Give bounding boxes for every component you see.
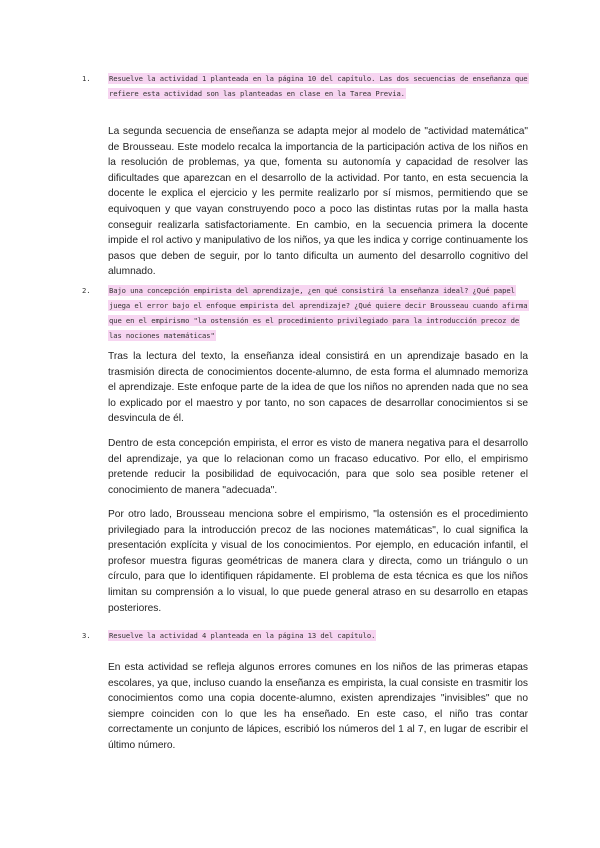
answer-paragraph: Tras la lectura del texto, la enseñanza ideal consistirá en un aprendizaje basado en la trasmisión directa de conocimientos docente-alumno, de esta forma el alumnado memoriza el aprendizaje. Este enfoque parte de la idea de que los niños no aprenden nada que no sea lo explicado por el maestro y por tanto, no son capaces de desarrollar conocimientos si se desvincula de él. <box>108 351 528 425</box>
question-number: 3. <box>82 631 91 640</box>
answer-paragraph: Por otro lado, Brousseau menciona sobre el empirismo, "la ostensión es el procedimiento privilegiado para la introducción precoz de las nociones matemáticas", lo cual significa la presentación explícita y visual de los conocimientos. Por ejemplo, en educación infantil, el profesor muestra figuras geométricas de manera clara y directa, como un triángulo o un círculo, para que lo identifiquen rápidamente. El problema de esta técnica es que los niños limitan su comprensión a lo visual, lo que puede general atraso en su desarrollo en etapas posteriores. <box>108 509 528 614</box>
question-3 <box>82 628 528 643</box>
question-1 <box>82 71 528 101</box>
question-text: Resuelve la actividad 1 planteada en la página 10 del capítulo. Las dos secuencias de enseñanza que refiere esta actividad son las planteadas en clase en la Tarea Previa. <box>109 74 528 98</box>
answer-paragraph: En esta actividad se refleja algunos errores comunes en los niños de las primeras etapas escolares, ya que, incluso cuando la enseñanza es empirista, la cual consiste en trasmitir los conocimientos como una copia docente-alumno, existen aprendizajes "invisibles" que no siempre coinciden con lo que les ha enseñado. En este caso, el niño tras contar correctamente un conjunto de lápices, escribió los números del 1 al 7, en lugar de escribir el último número. <box>108 662 528 751</box>
question-text: Resuelve la actividad 4 planteada en la página 13 del capítulo. <box>109 631 376 640</box>
question-number: 2. <box>82 286 91 295</box>
question-2 <box>82 283 528 343</box>
question-number: 1. <box>82 74 91 83</box>
answer-paragraph: La segunda secuencia de enseñanza se adapta mejor al modelo de "actividad matemática" de Brousseau. Este modelo recalca la importancia de la participación activa de los niños en la resolución de problemas, ya que, fomenta su autonomía y capacidad de resolver las dificultades que aparezcan en el desarrollo de la actividad. Por tanto, en esta secuencia la docente le explica el ejercicio y les permite realizarlo por sí mismos, permitiendo que se equivoquen y que vayan construyendo poco a poco las distintas rutas por la malla hasta conseguir realizarla satisfactoriamente. En cambio, en la secuencia primera la docente impide el rol activo y manipulativo de los niños, ya que les indica y corrige continuamente los pasos que deben de seguir, por lo tanto dificulta un aumento del desarrollo cognitivo del alumnado. <box>108 126 528 278</box>
answer-paragraph: Dentro de esta concepción empirista, el error es visto de manera negativa para el desarrollo del aprendizaje, ya que lo relacionan como un fracaso educativo. Por ello, el empirismo pretende reducir la posibilidad de equivocación, para que solo sea posible retener el conocimiento de manera "adecuada". <box>108 438 528 496</box>
question-text: Bajo una concepción empirista del aprendizaje, ¿en qué consistirá la enseñanza ideal? ¿Qué papel juega el error bajo el enfoque empirista del aprendizaje? ¿Qué quiere decir Brousseau cuando afirma que en el empirismo "la ostensión es el procedimiento privilegiado para la introducción precoz de las nociones matemáticas" <box>109 286 528 340</box>
